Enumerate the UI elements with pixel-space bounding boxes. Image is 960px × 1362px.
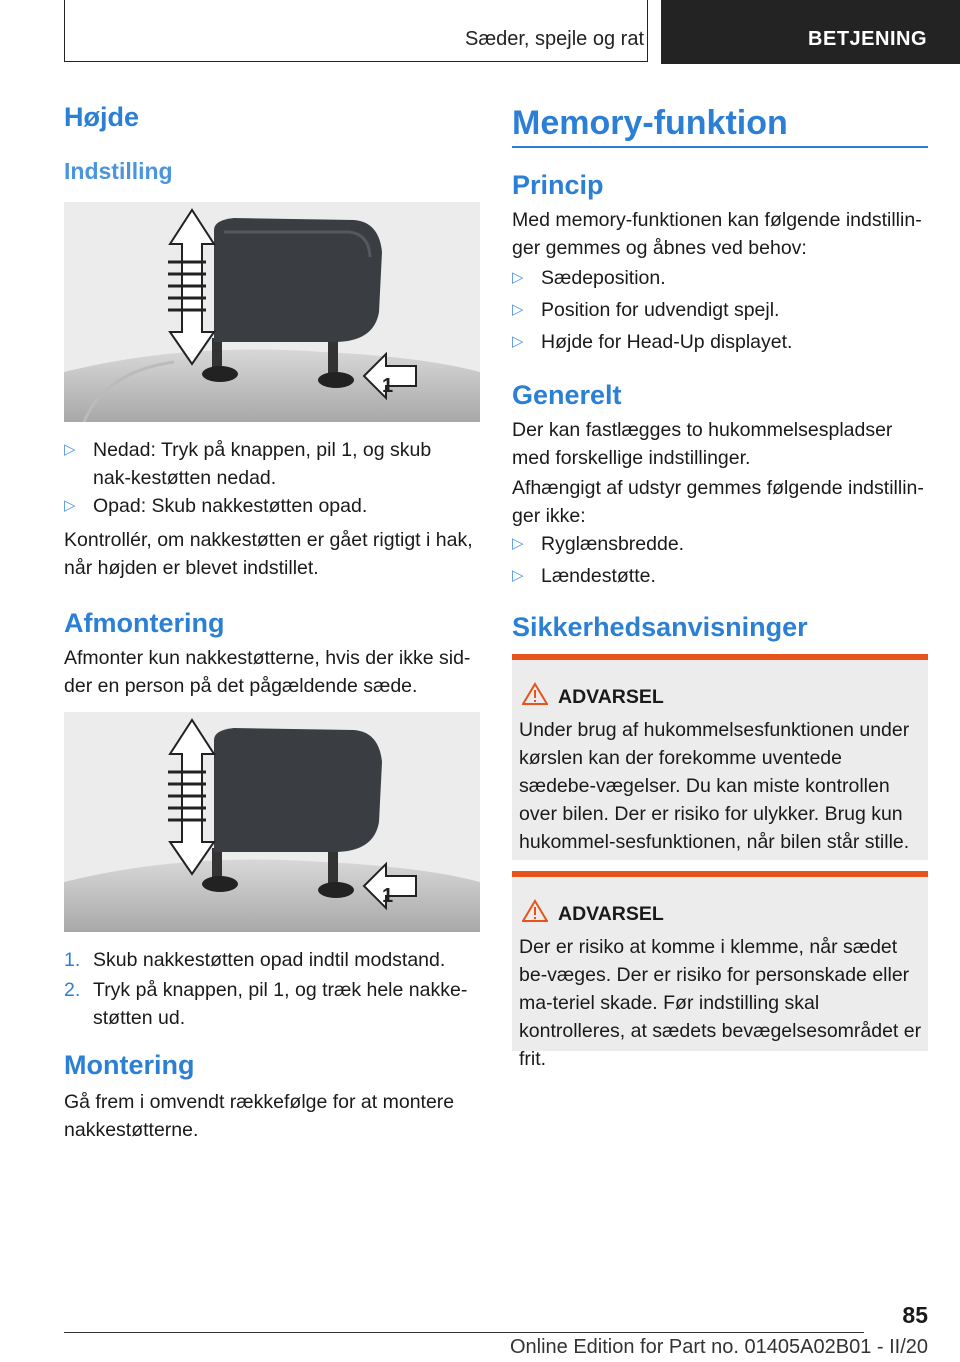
list-item: ▷ Opad: Skub nakkestøtten opad.: [64, 492, 480, 520]
footer-rule: [64, 1332, 864, 1333]
triangle-bullet-icon: ▷: [512, 333, 524, 350]
principle-text: Med memory-funktionen kan følgende indstillin-ger gemmes og åbnes ved behov:: [512, 209, 922, 259]
list-item: 1. Skub nakkestøtten opad indtil modstand.: [64, 949, 446, 971]
triangle-bullet-icon: ▷: [64, 497, 76, 514]
triangle-bullet-icon: ▷: [512, 535, 524, 552]
heading-remove: Afmontering: [64, 608, 225, 638]
edition-text: Online Edition for Part no. 01405A02B01 - II/20: [509, 1336, 928, 1358]
list-item: ▷ Position for udvendigt spejl.: [512, 296, 928, 324]
page-number: 85: [902, 1302, 928, 1328]
heading-height: Højde: [64, 102, 140, 132]
warning-body: Der er risiko at komme i klemme, når sædet be-væges. Der er risiko for personskade eller ma-teriel skade. Før indstilling skal kontrolleres, at sædets bevægelsesområdet er frit.: [519, 936, 922, 1070]
figure-label: 1: [382, 375, 394, 397]
list-item: ▷ Ryglænsbredde.: [512, 530, 928, 558]
warning-title: ADVARSEL: [558, 903, 664, 925]
mount-text: Gå frem i omvendt rækkefølge for at montere nakkestøtterne.: [64, 1091, 455, 1141]
list-item: 2. Tryk på knappen, pil 1, og træk hele nakke-støtten ud.: [64, 979, 468, 1029]
heading-adjust: Indstilling: [64, 158, 173, 184]
section-title: Sæder, spejle og rat: [465, 28, 644, 50]
headrest-figure-2: [64, 712, 480, 932]
heading-safety: Sikkerhedsanvisninger: [512, 612, 808, 642]
general-text-1: Der kan fastlægges to hukommelsespladser med forskellige indstillinger.: [512, 419, 893, 469]
list-item: ▷ Sædeposition.: [512, 264, 928, 292]
list-item: ▷ Nedad: Tryk på knappen, pil 1, og skub nak-kestøtten nedad.: [64, 436, 480, 492]
warning-triangle-icon: [522, 682, 548, 706]
triangle-bullet-icon: ▷: [512, 269, 524, 286]
heading-memory: Memory-funktion: [512, 104, 788, 142]
triangle-bullet-icon: ▷: [64, 441, 76, 458]
remove-text: Afmonter kun nakkestøtterne, hvis der ikke sid-der en person på det pågældende sæde.: [64, 647, 471, 697]
list-item: ▷ Lændestøtte.: [512, 562, 928, 590]
heading-rule: [512, 146, 928, 148]
warning-triangle-icon: [522, 899, 548, 923]
list-item: ▷ Højde for Head-Up displayet.: [512, 328, 928, 356]
warning-body: Under brug af hukommelsesfunktionen under kørslen kan der forekomme uventede sædebe-vægelser. Du kan miste kontrollen over bilen. Der er risiko for ulykker. Brug kun hukommel-sesfunktionen, når bilen står stille.: [519, 719, 910, 853]
triangle-bullet-icon: ▷: [512, 567, 524, 584]
warning-box: [512, 654, 928, 860]
heading-mount: Montering: [64, 1050, 195, 1080]
heading-principle: Princip: [512, 170, 604, 200]
page-header: [64, 0, 960, 64]
heading-general: Generelt: [512, 380, 622, 410]
warning-box: [512, 871, 928, 1070]
triangle-bullet-icon: ▷: [512, 301, 524, 318]
general-text-2: Afhængigt af udstyr gemmes følgende indstillin-ger ikke:: [512, 477, 924, 527]
headrest-figure-1: [64, 202, 480, 422]
warning-title: ADVARSEL: [558, 686, 664, 708]
adjust-note: Kontrollér, om nakkestøtten er gået rigtigt i hak, når højden er blevet indstillet.: [64, 529, 473, 579]
figure-label: 1: [382, 885, 394, 907]
chapter-tab: BETJENING: [661, 0, 960, 64]
